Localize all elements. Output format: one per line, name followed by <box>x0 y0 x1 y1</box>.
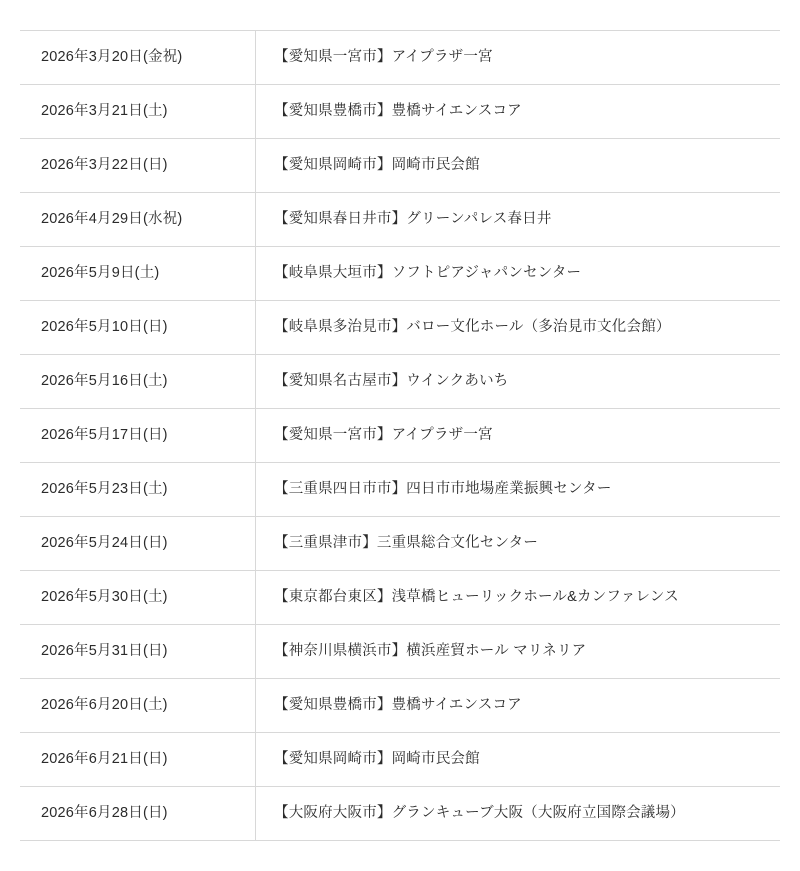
event-venue: 【三重県津市】三重県総合文化センター <box>256 517 781 571</box>
table-row <box>20 85 780 139</box>
event-venue: 【岐阜県大垣市】ソフトピアジャパンセンター <box>256 247 781 301</box>
table-row <box>20 517 780 571</box>
event-venue: 【東京都台東区】浅草橋ヒューリックホール&カンファレンス <box>256 571 781 625</box>
event-date: 2026年5月30日(土) <box>20 571 256 625</box>
event-venue: 【愛知県一宮市】アイプラザ一宮 <box>256 31 781 85</box>
table-row <box>20 355 780 409</box>
table-row <box>20 625 780 679</box>
schedule-table <box>20 30 780 841</box>
event-date: 2026年5月10日(日) <box>20 301 256 355</box>
event-venue: 【愛知県一宮市】アイプラザ一宮 <box>256 409 781 463</box>
event-venue: 【愛知県春日井市】グリーンパレス春日井 <box>256 193 781 247</box>
table-row <box>20 31 780 85</box>
event-date: 2026年6月28日(日) <box>20 787 256 841</box>
event-date: 2026年5月17日(日) <box>20 409 256 463</box>
event-date: 2026年3月21日(土) <box>20 85 256 139</box>
table-row <box>20 301 780 355</box>
event-venue: 【愛知県岡崎市】岡崎市民会館 <box>256 733 781 787</box>
event-venue: 【愛知県豊橋市】豊橋サイエンスコア <box>256 85 781 139</box>
schedule-table-body <box>20 31 780 841</box>
event-date: 2026年3月20日(金祝) <box>20 31 256 85</box>
event-venue: 【岐阜県多治見市】バロー文化ホール（多治見市文化会館） <box>256 301 781 355</box>
event-venue: 【愛知県名古屋市】ウインクあいち <box>256 355 781 409</box>
table-row <box>20 463 780 517</box>
event-date: 2026年6月21日(日) <box>20 733 256 787</box>
event-venue: 【大阪府大阪市】グランキューブ大阪（大阪府立国際会議場） <box>256 787 781 841</box>
table-row <box>20 571 780 625</box>
table-row <box>20 787 780 841</box>
event-venue: 【三重県四日市市】四日市市地場産業振興センター <box>256 463 781 517</box>
event-date: 2026年3月22日(日) <box>20 139 256 193</box>
event-date: 2026年5月24日(日) <box>20 517 256 571</box>
event-date: 2026年5月31日(日) <box>20 625 256 679</box>
event-date: 2026年5月23日(土) <box>20 463 256 517</box>
event-venue: 【愛知県岡崎市】岡崎市民会館 <box>256 139 781 193</box>
table-row <box>20 247 780 301</box>
table-row <box>20 193 780 247</box>
table-row <box>20 409 780 463</box>
event-date: 2026年6月20日(土) <box>20 679 256 733</box>
event-date: 2026年5月16日(土) <box>20 355 256 409</box>
event-date: 2026年4月29日(水祝) <box>20 193 256 247</box>
table-row <box>20 679 780 733</box>
table-row <box>20 733 780 787</box>
table-row <box>20 139 780 193</box>
event-venue: 【愛知県豊橋市】豊橋サイエンスコア <box>256 679 781 733</box>
event-venue: 【神奈川県横浜市】横浜産貿ホール マリネリア <box>256 625 781 679</box>
event-date: 2026年5月9日(土) <box>20 247 256 301</box>
